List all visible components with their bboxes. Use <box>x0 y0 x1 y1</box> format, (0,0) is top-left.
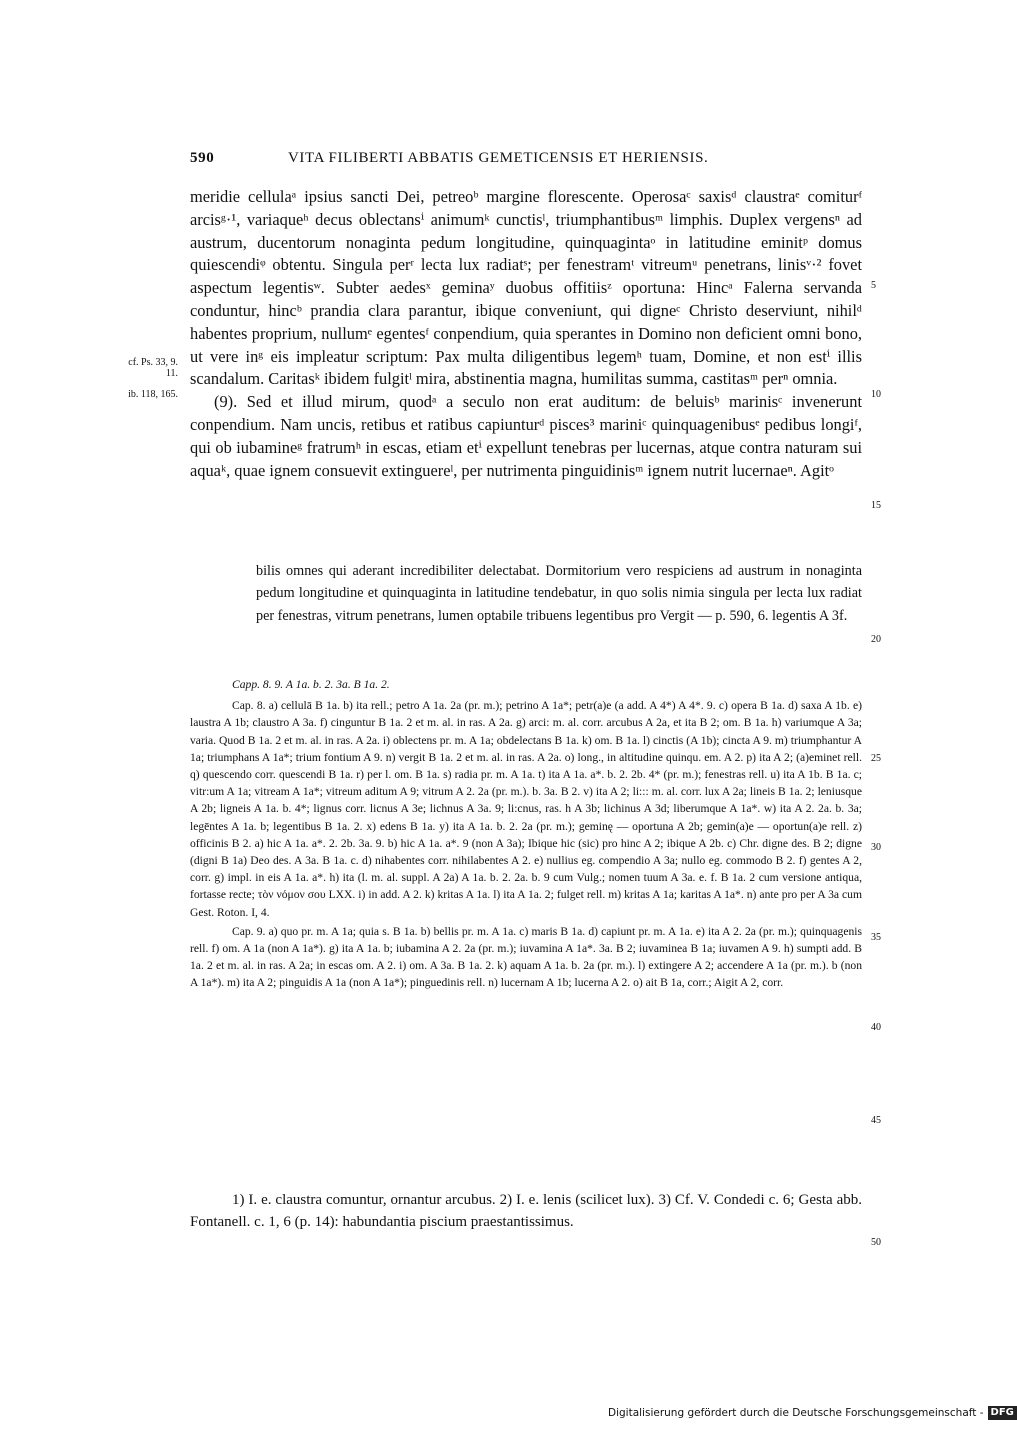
line-number: 10 <box>871 389 881 400</box>
dfg-notice-text: Digitalisierung gefördert durch die Deutsche Forschungsgemeinschaft - <box>608 1407 984 1419</box>
footnotes-text: 1) I. e. claustra comuntur, ornantur arcubus. 2) I. e. lenis (scilicet lux). 3) Cf. V. Condedi c. 6; Gesta abb. Fontanell. c. 1, 6 (p. 14): habundantia piscium praestantissimus. <box>190 1192 862 1230</box>
line-number: 35 <box>871 932 881 943</box>
footnotes <box>190 1189 862 1233</box>
page-number: 590 <box>190 150 215 166</box>
variant-text-block <box>256 560 862 627</box>
line-number: 50 <box>871 1237 881 1248</box>
line-number: 5 <box>871 280 876 291</box>
apparatus-cap-8: Cap. 8. a) cellulā B 1a. b) ita rell.; petro A 1a. 2a (pr. m.); petrino A 1a*; petr(a)e (a add. A 4*) A 4*. 9. c) opera B 1a. d) saxa A 1b. e) laustra A 1b; claustro A 3a. f) cinguntur B 1a. 2 et m. al. in ras. A 2a. g) arci: m. al. corr. arcubus A 2a, et ita B 2; om. B 1a. h) variumque A 3a; varia. Quod B 1a. 2 et m. al. in ras. A 2a. i) oblectens pr. m. A 1a; obdelectans B 1a. k) om. B 1a. l) cinctis (A 1b); cincta A 9. m) triumphantur A 1a; triumphans A 1a*; trium fontium A 9. n) vergit B 1a. 2 et m. al. in ras. A 2a. o) long., in altitudine quinqu. em. A 2. p) ita A 2; (a)eminet rell. q) quescendo corr. quescendi B 1a. r) per l. om. B 1a. s) radia pr. m. A 1a. t) ita A 1a. a*. b. 2. 2b. 4* (pr. m.); fenestras rell. u) ita A 1b. B 1a. c; vitr:um A 1a; vitream A 1a*; vitreum aditum A 9; vitrum A 2. 2a (pr. m.). b. 3a. B 2. v) ita A 2; li::: m. al. corr. lux A 2a; lineis B 1a. 2; leniusque A 2b; ligneis A 1a. b. 4*; lignus corr. licnus A 3e; lichnus A 3a. 9; li:cnus, ras. h A 3b; lichinus A 3d; liberumque A 1a*. w) ita A 2. 2a. b. 3a; legēntes A 1a. b; legentibus B 1a. 2. x) edens B 1a. y) ita A 1a. b. 2. 2a (pr. m.); geminę — oportuna A 2b; gemin(a)e — oportun(a)e rell. z) officinis B 2. a) hic A 1a. a*. 2. 2b. 3a. 9. b) hic A 1a. a*. 9 (non A 3a); Ibique hic (sic) pro hinc A 2; ibique A 2b. c) Chr. digne des. B 2; digne (digni B 1a) Deo des. A 3a. B 1a. c. d) nihabentes corr. nihilabentes A 2. e) nullius eg. compendio A 3a; nullo eg. commodo B 2. f) gentes A 2, corr. g) impl. in eis A 1a. a*. h) ita (l. m. al. suppl. A 2a) A 1a. b. 2. 2a. b. 9 cum Vulg.; nomen tuum A 3a. e. f. B 1a. 2 cum versione antiqua, fortasse recte; τὸν νόμον σου LXX. i) in add. A 2. k) kritas A 1a. l) ita A 1a. 2; fulget rell. m) kritas A 1a; karitas A 1a*. n) ante pro per A 3a cum Gest. Roton. I, 4. <box>190 699 862 919</box>
main-paragraph-1: meridie cellulaᵃ ipsius sancti Dei, petreoᵇ margine florescente. Operosaᶜ saxisᵈ claustraᵉ comiturᶠ arcisᵍ·¹, variaqueʰ decus oblectansⁱ animumᵏ cunctisˡ, triumphantibusᵐ limphis. Duplex vergensⁿ ad austrum, ducentorum nonaginta pedum longitudine, quinquagintaᵒ in latitudine eminitᵖ domus quiescendiᵠ obtentu. Singula perʳ lecta lux radiatˢ; per fenestramᵗ vitreumᵘ penetrans, linisᵛ·² fovet aspectum legentisʷ. Subter aedesˣ geminaʸ duobus offitiisᶻ oportuna: Hincᵃ Falerna servanda conduntur, hincᵇ prandia clara parantur, ibique conveniunt, qui digneᶜ Christo deserviunt, nihilᵈ habentes proprium, nullumᵉ egentesᶠ conpendium, quia sperantes in Domino non deficient omni bono, ut vere inᵍ eis impleatur scriptum: Pax multa diligentibus legemʰ tuam, Domine, et non estⁱ illis scandalum. Caritasᵏ ibidem fulgitˡ mira, abstinentia magna, humilitas summa, castitasᵐ perⁿ omnia. <box>190 187 862 389</box>
line-number: 40 <box>871 1022 881 1033</box>
margin-ref-1: cf. Ps. 33, 9. 11. <box>128 357 178 379</box>
running-title: VITA FILIBERTI ABBATIS GEMETICENSIS ET HERIENSIS. <box>288 150 709 166</box>
line-number: 45 <box>871 1115 881 1126</box>
dfg-badge: DFG <box>988 1406 1017 1420</box>
capp-line: Capp. 8. 9. A 1a. b. 2. 3a. B 1a. 2. <box>232 678 390 691</box>
page-header <box>190 150 860 174</box>
main-text <box>190 186 862 482</box>
main-paragraph-2: (9). Sed et illud mirum, quodᵃ a seculo non erat auditum: de beluisᵇ marinisᶜ invenerunt conpendium. Nam uncis, retibus et ratibus capiunturᵈ pisces³ mariniᶜ quinquagenibusᵉ pedibus longiᶠ, qui ob iubamineᵍ fratrumʰ in escas, etiam etⁱ expellunt tenebras per lucernas, atque contra naturam sui aquaᵏ, quae ignem consuevit extinguereˡ, per nutrimenta pinguidinisᵐ ignem nutrit lucernaeⁿ. Agitᵒ <box>190 392 862 480</box>
apparatus-cap-9: Cap. 9. a) quo pr. m. A 1a; quia s. B 1a. b) bellis pr. m. A 1a. c) maris B 1a. d) capiunt pr. m. A 1a. e) ita A 2. 2a (pr. m.); quinquagenis rell. f) om. A 1a (non A 1a*). g) ita A 1a. b; iubamina A 2. 2a (pr. m.); iuvamina A 1a*. 3a. B 2; iuvaminea B 1a; iuvamen A 9. h) sumpti add. B 1a. 2 et m. al. in ras. A 2a; in escas om. A 2. i) om. A 3a. B 1a. 2. k) aquam A 1a. b. 2a (pr. m.). l) extingere A 2; accendere A 1a (pr. m.). b (non A 1a*). m) ita A 2; pinguidis A 1a (non A 1a*); pinguedinis rell. n) lucernam A 1b; lucerna A 2. o) ait B 1a, corr.; Aigit A 2, corr. <box>190 924 862 990</box>
line-number: 25 <box>871 753 881 764</box>
dfg-notice <box>608 1404 1014 1422</box>
line-number: 15 <box>871 500 881 511</box>
line-number: 20 <box>871 634 881 645</box>
variant-text: bilis omnes qui aderant incredibiliter delectabat. Dormitorium vero respiciens ad austrum in nonaginta pedum longitudine et quinquaginta in latitudine tendebatur, in quo solis nimia singula per lecta lux radiat per fenestras, vitrum penetrans, lumen optabile tribuens legentibus pro Vergit — p. 590, 6. legentis A 3f. <box>256 563 862 624</box>
critical-apparatus <box>190 676 862 994</box>
line-number: 30 <box>871 842 881 853</box>
margin-ref-2: ib. 118, 165. <box>128 389 178 400</box>
